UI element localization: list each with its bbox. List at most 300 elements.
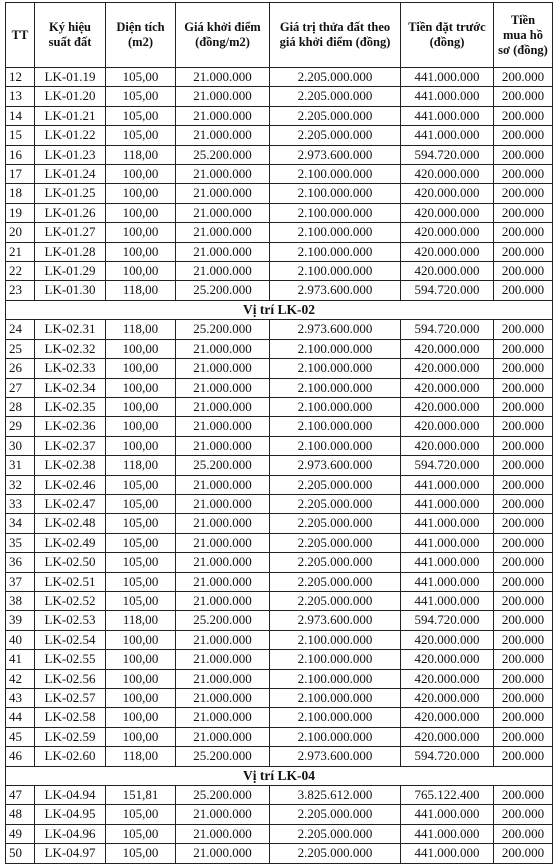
table-row [6, 320, 553, 339]
cell-symbol: LK-02.52 [35, 591, 106, 610]
cell-start-price: 21.000.000 [176, 591, 270, 610]
cell-land-value: 2.205.000.000 [270, 533, 401, 552]
cell-tt: 15 [6, 126, 35, 145]
cell-symbol: LK-01.23 [35, 145, 106, 164]
cell-start-price: 21.000.000 [176, 494, 270, 513]
cell-start-price: 25.200.000 [176, 611, 270, 630]
cell-deposit: 420.000.000 [401, 650, 494, 669]
cell-symbol: LK-04.94 [35, 786, 106, 805]
document-page [5, 2, 552, 864]
cell-tt: 14 [6, 106, 35, 125]
cell-tt: 34 [6, 514, 35, 533]
cell-symbol: LK-02.47 [35, 494, 106, 513]
cell-deposit: 594.720.000 [401, 281, 494, 300]
cell-start-price: 25.200.000 [176, 786, 270, 805]
cell-fee: 200.000 [494, 786, 553, 805]
cell-start-price: 21.000.000 [176, 844, 270, 863]
cell-deposit: 594.720.000 [401, 145, 494, 164]
cell-symbol: LK-02.50 [35, 553, 106, 572]
cell-start-price: 21.000.000 [176, 223, 270, 242]
cell-land-value: 2.973.600.000 [270, 281, 401, 300]
cell-symbol: LK-02.35 [35, 397, 106, 416]
cell-start-price: 21.000.000 [176, 359, 270, 378]
cell-area: 100,00 [106, 223, 176, 242]
cell-fee: 200.000 [494, 359, 553, 378]
cell-fee: 200.000 [494, 689, 553, 708]
cell-symbol: LK-02.37 [35, 436, 106, 455]
cell-start-price: 21.000.000 [176, 184, 270, 203]
cell-deposit: 594.720.000 [401, 320, 494, 339]
table-row [6, 359, 553, 378]
table-row [6, 553, 553, 572]
cell-deposit: 420.000.000 [401, 223, 494, 242]
cell-area: 100,00 [106, 339, 176, 358]
cell-fee: 200.000 [494, 591, 553, 610]
table-row [6, 165, 553, 184]
cell-symbol: LK-02.46 [35, 475, 106, 494]
cell-tt: 41 [6, 650, 35, 669]
header-deposit: Tiền đặt trước (đồng) [401, 3, 494, 68]
cell-deposit: 420.000.000 [401, 417, 494, 436]
cell-deposit: 441.000.000 [401, 494, 494, 513]
cell-symbol: LK-01.30 [35, 281, 106, 300]
cell-land-value: 2.973.600.000 [270, 320, 401, 339]
cell-fee: 200.000 [494, 417, 553, 436]
table-row [6, 824, 553, 843]
cell-start-price: 21.000.000 [176, 397, 270, 416]
cell-tt: 50 [6, 844, 35, 863]
header-tt: TT [6, 3, 35, 68]
cell-fee: 200.000 [494, 281, 553, 300]
cell-deposit: 420.000.000 [401, 339, 494, 358]
cell-land-value: 2.205.000.000 [270, 126, 401, 145]
section-row [6, 766, 553, 785]
cell-area: 100,00 [106, 727, 176, 746]
cell-fee: 200.000 [494, 339, 553, 358]
cell-start-price: 21.000.000 [176, 378, 270, 397]
table-row [6, 650, 553, 669]
cell-area: 100,00 [106, 262, 176, 281]
cell-land-value: 2.100.000.000 [270, 242, 401, 261]
section-row [6, 300, 553, 319]
cell-symbol: LK-02.54 [35, 630, 106, 649]
table-row [6, 223, 553, 242]
cell-tt: 28 [6, 397, 35, 416]
cell-deposit: 441.000.000 [401, 475, 494, 494]
cell-area: 105,00 [106, 824, 176, 843]
cell-deposit: 441.000.000 [401, 805, 494, 824]
table-row [6, 689, 553, 708]
cell-land-value: 2.205.000.000 [270, 68, 401, 87]
cell-start-price: 21.000.000 [176, 553, 270, 572]
cell-area: 118,00 [106, 145, 176, 164]
cell-area: 105,00 [106, 805, 176, 824]
header-row [6, 3, 553, 68]
cell-deposit: 420.000.000 [401, 378, 494, 397]
cell-deposit: 420.000.000 [401, 203, 494, 222]
cell-area: 100,00 [106, 630, 176, 649]
cell-land-value: 2.973.600.000 [270, 611, 401, 630]
cell-tt: 33 [6, 494, 35, 513]
cell-deposit: 441.000.000 [401, 87, 494, 106]
cell-start-price: 21.000.000 [176, 824, 270, 843]
cell-area: 118,00 [106, 747, 176, 766]
cell-start-price: 25.200.000 [176, 145, 270, 164]
cell-symbol: LK-02.49 [35, 533, 106, 552]
cell-land-value: 2.973.600.000 [270, 456, 401, 475]
table-row [6, 203, 553, 222]
cell-area: 151,81 [106, 786, 176, 805]
cell-symbol: LK-02.51 [35, 572, 106, 591]
cell-deposit: 420.000.000 [401, 436, 494, 455]
table-row [6, 844, 553, 863]
cell-tt: 43 [6, 689, 35, 708]
cell-symbol: LK-02.31 [35, 320, 106, 339]
cell-fee: 200.000 [494, 397, 553, 416]
table-row [6, 611, 553, 630]
cell-tt: 44 [6, 708, 35, 727]
cell-land-value: 2.205.000.000 [270, 106, 401, 125]
header-fee: Tiền mua hồ sơ (đồng) [494, 3, 553, 68]
cell-deposit: 594.720.000 [401, 456, 494, 475]
cell-tt: 39 [6, 611, 35, 630]
cell-area: 100,00 [106, 436, 176, 455]
table-row [6, 87, 553, 106]
cell-symbol: LK-02.57 [35, 689, 106, 708]
cell-land-value: 2.100.000.000 [270, 223, 401, 242]
cell-symbol: LK-01.20 [35, 87, 106, 106]
table-row [6, 514, 553, 533]
cell-start-price: 21.000.000 [176, 514, 270, 533]
cell-start-price: 21.000.000 [176, 475, 270, 494]
table-row [6, 417, 553, 436]
table-row [6, 378, 553, 397]
cell-tt: 46 [6, 747, 35, 766]
section-title: Vị trí LK-02 [6, 300, 553, 319]
cell-area: 118,00 [106, 611, 176, 630]
table-row [6, 456, 553, 475]
table-row [6, 494, 553, 513]
cell-start-price: 21.000.000 [176, 87, 270, 106]
cell-symbol: LK-02.53 [35, 611, 106, 630]
cell-fee: 200.000 [494, 126, 553, 145]
cell-symbol: LK-01.28 [35, 242, 106, 261]
cell-symbol: LK-02.56 [35, 669, 106, 688]
cell-start-price: 21.000.000 [176, 708, 270, 727]
table-row [6, 281, 553, 300]
table-row [6, 339, 553, 358]
cell-deposit: 441.000.000 [401, 824, 494, 843]
cell-area: 100,00 [106, 708, 176, 727]
cell-tt: 26 [6, 359, 35, 378]
cell-deposit: 441.000.000 [401, 591, 494, 610]
cell-land-value: 2.973.600.000 [270, 145, 401, 164]
cell-fee: 200.000 [494, 184, 553, 203]
cell-deposit: 420.000.000 [401, 184, 494, 203]
cell-symbol: LK-02.58 [35, 708, 106, 727]
cell-start-price: 21.000.000 [176, 630, 270, 649]
cell-deposit: 441.000.000 [401, 553, 494, 572]
cell-area: 105,00 [106, 494, 176, 513]
table-row [6, 572, 553, 591]
cell-fee: 200.000 [494, 824, 553, 843]
cell-fee: 200.000 [494, 727, 553, 746]
cell-tt: 45 [6, 727, 35, 746]
cell-land-value: 2.205.000.000 [270, 805, 401, 824]
cell-fee: 200.000 [494, 87, 553, 106]
cell-area: 105,00 [106, 591, 176, 610]
cell-land-value: 2.100.000.000 [270, 689, 401, 708]
cell-symbol: LK-04.96 [35, 824, 106, 843]
table-row [6, 436, 553, 455]
cell-tt: 48 [6, 805, 35, 824]
cell-start-price: 21.000.000 [176, 106, 270, 125]
cell-area: 105,00 [106, 126, 176, 145]
cell-tt: 22 [6, 262, 35, 281]
cell-symbol: LK-01.26 [35, 203, 106, 222]
cell-start-price: 21.000.000 [176, 533, 270, 552]
cell-area: 100,00 [106, 203, 176, 222]
cell-tt: 35 [6, 533, 35, 552]
cell-symbol: LK-01.27 [35, 223, 106, 242]
cell-tt: 29 [6, 417, 35, 436]
cell-deposit: 420.000.000 [401, 242, 494, 261]
cell-tt: 30 [6, 436, 35, 455]
cell-area: 105,00 [106, 553, 176, 572]
cell-start-price: 25.200.000 [176, 747, 270, 766]
header-start-price: Giá khởi điểm (đồng/m2) [176, 3, 270, 68]
header-area: Diện tích (m2) [106, 3, 176, 68]
cell-area: 105,00 [106, 87, 176, 106]
cell-fee: 200.000 [494, 844, 553, 863]
cell-land-value: 2.100.000.000 [270, 727, 401, 746]
cell-fee: 200.000 [494, 223, 553, 242]
cell-fee: 200.000 [494, 320, 553, 339]
cell-start-price: 25.200.000 [176, 456, 270, 475]
cell-start-price: 25.200.000 [176, 281, 270, 300]
cell-deposit: 420.000.000 [401, 630, 494, 649]
cell-land-value: 2.205.000.000 [270, 87, 401, 106]
cell-area: 100,00 [106, 417, 176, 436]
cell-area: 100,00 [106, 378, 176, 397]
cell-area: 100,00 [106, 359, 176, 378]
cell-land-value: 2.100.000.000 [270, 378, 401, 397]
cell-area: 105,00 [106, 844, 176, 863]
cell-deposit: 420.000.000 [401, 708, 494, 727]
cell-fee: 200.000 [494, 572, 553, 591]
cell-land-value: 2.100.000.000 [270, 708, 401, 727]
cell-symbol: LK-01.24 [35, 165, 106, 184]
cell-fee: 200.000 [494, 533, 553, 552]
cell-deposit: 420.000.000 [401, 165, 494, 184]
cell-start-price: 21.000.000 [176, 203, 270, 222]
cell-tt: 24 [6, 320, 35, 339]
cell-tt: 36 [6, 553, 35, 572]
cell-symbol: LK-02.59 [35, 727, 106, 746]
cell-symbol: LK-01.21 [35, 106, 106, 125]
cell-start-price: 21.000.000 [176, 417, 270, 436]
cell-tt: 47 [6, 786, 35, 805]
cell-fee: 200.000 [494, 456, 553, 475]
cell-tt: 49 [6, 824, 35, 843]
cell-area: 118,00 [106, 281, 176, 300]
section-title: Vị trí LK-04 [6, 766, 553, 785]
cell-start-price: 21.000.000 [176, 242, 270, 261]
table-row [6, 708, 553, 727]
cell-fee: 200.000 [494, 514, 553, 533]
cell-land-value: 2.100.000.000 [270, 417, 401, 436]
cell-land-value: 2.205.000.000 [270, 844, 401, 863]
cell-land-value: 2.100.000.000 [270, 630, 401, 649]
cell-fee: 200.000 [494, 242, 553, 261]
cell-fee: 200.000 [494, 494, 553, 513]
cell-symbol: LK-02.33 [35, 359, 106, 378]
cell-area: 105,00 [106, 68, 176, 87]
cell-tt: 31 [6, 456, 35, 475]
cell-deposit: 441.000.000 [401, 572, 494, 591]
cell-land-value: 2.205.000.000 [270, 475, 401, 494]
cell-symbol: LK-02.32 [35, 339, 106, 358]
cell-area: 100,00 [106, 184, 176, 203]
table-row [6, 106, 553, 125]
cell-fee: 200.000 [494, 262, 553, 281]
cell-area: 105,00 [106, 572, 176, 591]
cell-tt: 18 [6, 184, 35, 203]
header-land-value: Giá trị thửa đất theo giá khởi điểm (đồng) [270, 3, 401, 68]
cell-land-value: 2.100.000.000 [270, 359, 401, 378]
table-row [6, 397, 553, 416]
cell-symbol: LK-02.48 [35, 514, 106, 533]
cell-tt: 38 [6, 591, 35, 610]
cell-land-value: 2.100.000.000 [270, 669, 401, 688]
cell-deposit: 594.720.000 [401, 747, 494, 766]
cell-deposit: 420.000.000 [401, 262, 494, 281]
cell-fee: 200.000 [494, 475, 553, 494]
cell-start-price: 21.000.000 [176, 805, 270, 824]
cell-fee: 200.000 [494, 805, 553, 824]
cell-land-value: 2.100.000.000 [270, 436, 401, 455]
cell-deposit: 765.122.400 [401, 786, 494, 805]
table-row [6, 630, 553, 649]
table-row [6, 747, 553, 766]
cell-fee: 200.000 [494, 165, 553, 184]
cell-land-value: 2.205.000.000 [270, 572, 401, 591]
cell-deposit: 441.000.000 [401, 844, 494, 863]
cell-deposit: 420.000.000 [401, 669, 494, 688]
cell-fee: 200.000 [494, 436, 553, 455]
cell-land-value: 2.100.000.000 [270, 397, 401, 416]
cell-start-price: 21.000.000 [176, 262, 270, 281]
cell-tt: 17 [6, 165, 35, 184]
cell-land-value: 2.205.000.000 [270, 553, 401, 572]
cell-land-value: 2.100.000.000 [270, 165, 401, 184]
cell-symbol: LK-01.29 [35, 262, 106, 281]
cell-fee: 200.000 [494, 669, 553, 688]
header-symbol: Ký hiệu suất đất [35, 3, 106, 68]
cell-symbol: LK-02.34 [35, 378, 106, 397]
cell-land-value: 3.825.612.000 [270, 786, 401, 805]
cell-area: 100,00 [106, 397, 176, 416]
cell-area: 105,00 [106, 533, 176, 552]
table-body [6, 68, 553, 864]
cell-deposit: 441.000.000 [401, 106, 494, 125]
cell-land-value: 2.100.000.000 [270, 203, 401, 222]
cell-land-value: 2.973.600.000 [270, 747, 401, 766]
cell-fee: 200.000 [494, 650, 553, 669]
cell-area: 105,00 [106, 475, 176, 494]
cell-start-price: 21.000.000 [176, 727, 270, 746]
cell-start-price: 21.000.000 [176, 689, 270, 708]
cell-start-price: 25.200.000 [176, 320, 270, 339]
cell-fee: 200.000 [494, 553, 553, 572]
table-row [6, 68, 553, 87]
cell-land-value: 2.205.000.000 [270, 824, 401, 843]
table-row [6, 145, 553, 164]
cell-area: 105,00 [106, 106, 176, 125]
cell-area: 100,00 [106, 689, 176, 708]
cell-tt: 37 [6, 572, 35, 591]
cell-tt: 20 [6, 223, 35, 242]
cell-start-price: 21.000.000 [176, 669, 270, 688]
cell-symbol: LK-04.97 [35, 844, 106, 863]
cell-tt: 27 [6, 378, 35, 397]
land-auction-table [5, 2, 553, 864]
cell-area: 118,00 [106, 456, 176, 475]
cell-land-value: 2.100.000.000 [270, 650, 401, 669]
table-row [6, 475, 553, 494]
cell-tt: 16 [6, 145, 35, 164]
table-row [6, 262, 553, 281]
cell-land-value: 2.100.000.000 [270, 262, 401, 281]
table-row [6, 184, 553, 203]
cell-deposit: 420.000.000 [401, 397, 494, 416]
table-row [6, 591, 553, 610]
cell-fee: 200.000 [494, 378, 553, 397]
cell-symbol: LK-01.22 [35, 126, 106, 145]
cell-land-value: 2.205.000.000 [270, 591, 401, 610]
cell-fee: 200.000 [494, 708, 553, 727]
cell-land-value: 2.100.000.000 [270, 339, 401, 358]
cell-deposit: 441.000.000 [401, 514, 494, 533]
table-row [6, 533, 553, 552]
cell-land-value: 2.100.000.000 [270, 184, 401, 203]
cell-symbol: LK-01.25 [35, 184, 106, 203]
table-row [6, 786, 553, 805]
cell-land-value: 2.205.000.000 [270, 494, 401, 513]
cell-deposit: 441.000.000 [401, 533, 494, 552]
cell-tt: 13 [6, 87, 35, 106]
cell-symbol: LK-01.19 [35, 68, 106, 87]
cell-tt: 19 [6, 203, 35, 222]
cell-area: 100,00 [106, 650, 176, 669]
cell-deposit: 420.000.000 [401, 689, 494, 708]
cell-tt: 32 [6, 475, 35, 494]
table-row [6, 805, 553, 824]
cell-symbol: LK-02.55 [35, 650, 106, 669]
cell-deposit: 441.000.000 [401, 68, 494, 87]
cell-area: 100,00 [106, 669, 176, 688]
cell-start-price: 21.000.000 [176, 436, 270, 455]
cell-start-price: 21.000.000 [176, 650, 270, 669]
cell-symbol: LK-02.38 [35, 456, 106, 475]
cell-start-price: 21.000.000 [176, 68, 270, 87]
cell-start-price: 21.000.000 [176, 572, 270, 591]
cell-fee: 200.000 [494, 145, 553, 164]
cell-start-price: 21.000.000 [176, 165, 270, 184]
table-row [6, 242, 553, 261]
cell-area: 100,00 [106, 165, 176, 184]
cell-tt: 12 [6, 68, 35, 87]
